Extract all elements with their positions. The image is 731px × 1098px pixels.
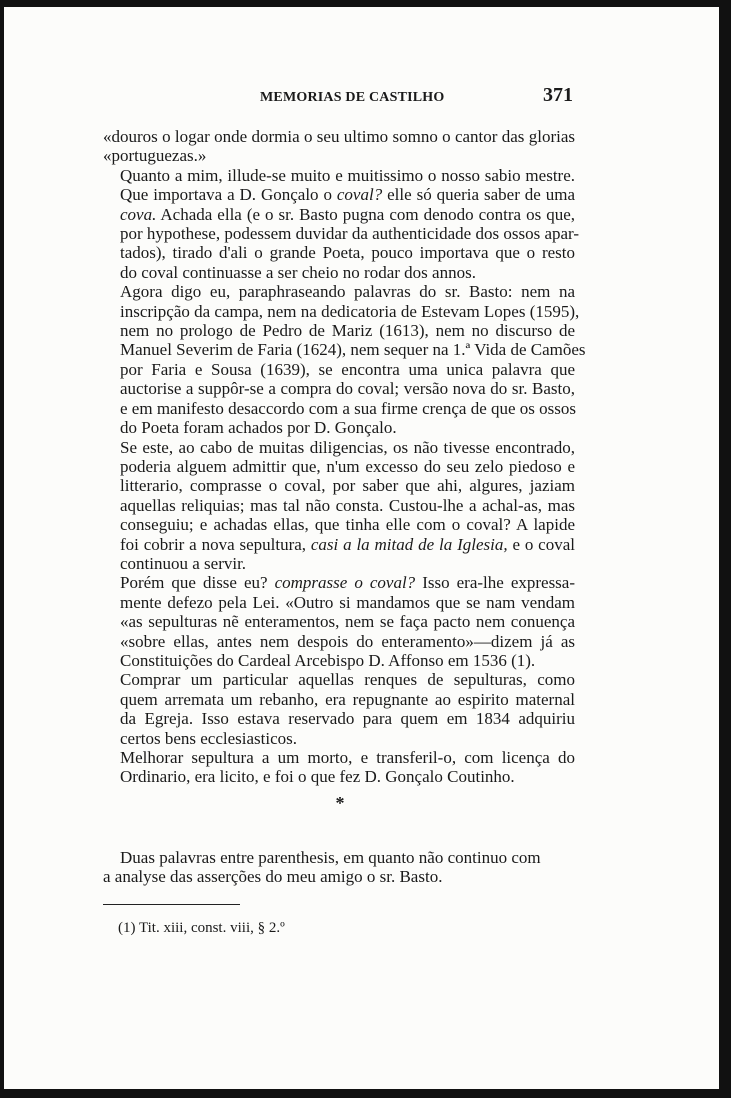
paragraph	[103, 573, 575, 670]
footnote: (1) Tit. xiii, const. viii, § 2.º	[118, 920, 285, 936]
text-line: poderia alguem admittir que, n'um excesso do seu zelo piedoso e	[120, 456, 575, 476]
text-line: «as sepulturas nẽ enteramentos, nem se faça pacto nem conuença	[120, 612, 575, 632]
text-line: litterario, comprasse o coval, por saber que ahi, algures, jaziam	[120, 476, 575, 496]
text-line: Comprar um particular aquellas renques de sepulturas, como	[120, 670, 575, 690]
text-line: conseguiu; e achadas ellas, que tinha elle com o coval? A lapide	[120, 515, 575, 535]
running-head	[100, 84, 575, 112]
text-line: Constituições do Cardeal Arcebispo D. Affonso em 1536 (1).	[120, 650, 536, 670]
text-line: «sobre ellas, antes nem despois do enteramento»—dizem já as	[120, 631, 575, 651]
text-line: Porém que disse eu? comprasse o coval? Isso era-lhe expressa-	[120, 573, 576, 593]
text-line: «douros o logar onde dormia o seu ultimo somno o cantor das glorias	[103, 127, 575, 146]
text-line: Melhorar sepultura a um morto, e transferil-o, com licença do	[120, 748, 575, 767]
text-line: Quanto a mim, illude-se muito e muitissimo o nosso sabio mestre.	[120, 165, 575, 185]
paragraph	[103, 165, 580, 282]
body-text	[103, 127, 586, 787]
text-line: «portuguezas.»	[103, 146, 207, 166]
text-line: por Faria e Sousa (1639), se encontra uma unica palavra que	[120, 359, 575, 379]
footnote-rule	[103, 904, 240, 905]
text-line: do Poeta foram achados por D. Gonçalo.	[120, 418, 397, 438]
text-line: Que importava a D. Gonçalo o coval? elle só queria saber de uma	[120, 185, 575, 205]
paragraph	[103, 748, 575, 787]
text-line: foi cobrir a nova sepultura, casi a la mitad de la Iglesia, e o coval	[120, 534, 575, 554]
paragraph	[103, 438, 575, 574]
text-line: e em manifesto desaccordo com a sua firme crença de que os ossos	[120, 398, 576, 418]
text-line: mente defezo pela Lei. «Outro si mandamos que se nam vendam	[120, 592, 575, 612]
page-number: 371	[543, 84, 573, 106]
paragraph	[103, 670, 575, 748]
text-line: Duas palavras entre parenthesis, em quanto não continuo com	[120, 848, 541, 867]
text-line: Se este, ao cabo de muitas diligencias, os não tivesse encontrado,	[120, 437, 575, 457]
text-line: nem no prologo de Pedro de Mariz (1613), nem no discurso de	[120, 321, 575, 341]
text-line: cova. Achada ella (e o sr. Basto pugna com denodo contra os que,	[120, 204, 575, 224]
text-line: por hypothese, podessem duvidar da authenticidade dos ossos apar-	[120, 224, 580, 244]
text-line: inscripção da campa, nem na dedicatoria de Estevam Lopes (1595),	[120, 301, 580, 321]
text-line: tados), tirado d'ali o grande Poeta, pouco importava que o resto	[120, 243, 575, 263]
text-line: aquellas reliquias; mas tal não consta. Custou-lhe a achal-as, mas	[120, 495, 575, 515]
section-separator: *	[335, 793, 345, 813]
text-line: do coval continuasse a ser cheio no rodar dos annos.	[120, 262, 476, 282]
text-line: da Egreja. Isso estava reservado para quem em 1834 adquiriu	[120, 709, 575, 729]
text-line: certos bens ecclesiasticos.	[120, 728, 298, 748]
closing-paragraph	[103, 848, 575, 887]
paragraph	[103, 282, 586, 438]
text-line: continuou a servir.	[120, 553, 247, 573]
text-line: a analyse das asserções do meu amigo o sr. Basto.	[103, 867, 443, 887]
running-head-title: MEMORIAS DE CASTILHO	[260, 90, 445, 105]
text-line: Manuel Severim de Faria (1624), nem sequer na 1.ª Vida de Camões	[120, 340, 586, 360]
paragraph	[103, 127, 575, 166]
text-line: Ordinario, era licito, e foi o que fez D. Gonçalo Coutinho.	[120, 767, 515, 787]
text-line: Agora digo eu, paraphraseando palavras do sr. Basto: nem na	[120, 282, 575, 302]
text-line: quem arremata um rebanho, era repugnante ao espirito maternal	[120, 689, 575, 709]
text-line: auctorise a suppôr-se a compra do coval; versão nova do sr. Basto,	[120, 379, 575, 399]
